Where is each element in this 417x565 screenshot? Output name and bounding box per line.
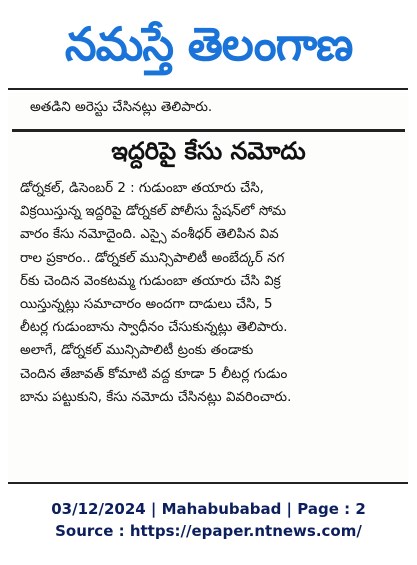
masthead (6, 2, 411, 86)
article-body-line: యిస్తున్నట్లు సమాచారం అందగా దాడులు చేసి, 5 (20, 296, 273, 312)
headline-divider (12, 129, 405, 132)
masthead-logo: నమస్తే తెలంగాణ (64, 17, 353, 71)
article-body-line: లీటర్ల గుడుంబాను స్వాధీనం చేసుకున్నట్లు తెలిపారు. (20, 320, 288, 336)
masthead-divider (8, 88, 408, 90)
article-body-line: బాను పట్టుకుని, కేసు నమోదు చేసినట్లు వివరించారు. (20, 389, 292, 405)
article-body-line: విక్రయిస్తున్న ఇద్దరిపై డోర్నకల్ పోలీసు స్టేషన్‌లో సోమ (20, 204, 287, 220)
article-lead-in: అతడిని అరెస్టు చేసినట్లు తెలిపారు. (30, 99, 213, 115)
source-link[interactable]: Source : https://epaper.ntnews.com/ (55, 522, 362, 540)
footer-divider (8, 482, 408, 484)
article-clipping (8, 93, 409, 481)
article-body-line: డోర్నకల్, డిసెంబర్ 2 : గుడుంబా తయారు చేసి, (20, 181, 264, 196)
article-body-line: చెందిన తేజావత్ కోమాటి వద్ద కూడా 5 లీటర్ల గుడుం (20, 366, 288, 382)
article-headline: ఇద్దరిపై కేసు నమోదు (111, 137, 306, 165)
article-body (20, 177, 400, 409)
article-body-line: ర్‌కు చెందిన వెంకటమ్మ గుడుంబా తయారు చేసి విక్ర (20, 273, 281, 289)
article-body-line: వారం కేసు నమోదైంది. ఎస్సై వంశీధర్ తెలిపిన వివ (20, 227, 279, 243)
clipping-footer (0, 498, 417, 542)
edition-info: 03/12/2024 | Mahabubabad | Page : 2 (51, 500, 366, 518)
article-body-line: అలాగే, డోర్నకల్ మున్సిపాలిటీ ట్రంకు తండాకు (20, 343, 254, 359)
article-body-line: రాల ప్రకారం.. డోర్నకల్ మున్సిపాలిటీ అంబేద్కర్ నగ (20, 250, 285, 266)
